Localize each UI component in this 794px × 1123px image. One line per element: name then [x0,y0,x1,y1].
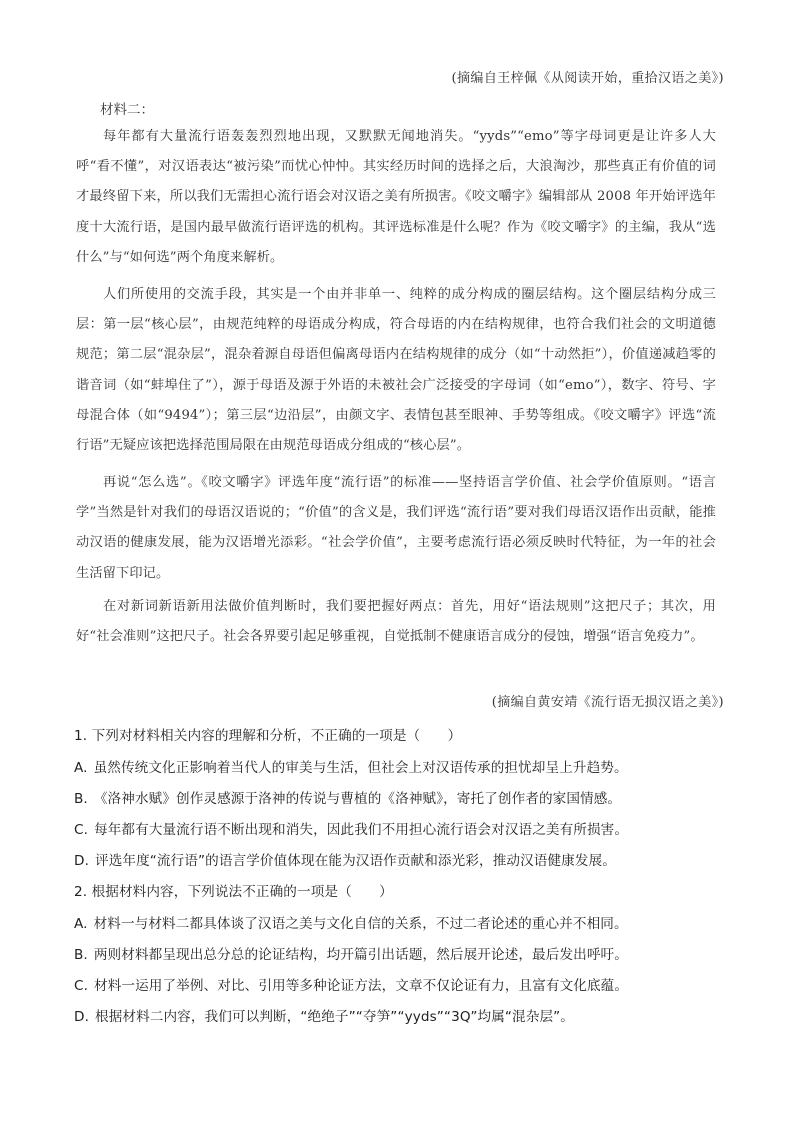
option-text: 《洛神水赋》创作灵感源于洛神的传说与曹植的《洛神赋》，寄托了创作者的家国情感。 [93,791,622,807]
option-text: 材料一运用了举例、对比、引用等多种论证方法，文章不仅论证有力，且富有文化底蕴。 [94,978,629,994]
question-1-option-a[interactable] [74,756,734,776]
material-2-paragraph-2: 人们所使用的交流手段，其实是一个由并非单一、纯粹的成分构成的圈层结构。这个圈层结构分成三层：第一层“核心层”，由规范纯粹的母语成分构成，符合母语的内在结构规律，也符合我们社会的文明道德规范；第二层“混杂层”，混杂着源自母语但偏离母语内在结构规律的成分（如“十动然拒”），价值递减趋零的谐音词（如“蚌埠住了”），源于母语及源于外语的未被社会广泛接受的字母词（如“emo”），数字、符号、字母混合体（如“9494”）；第三层“边沿层”，由颜文字、表情包甚至眼神、手势等组成。《咬文嚼字》评选“流行语”无疑应该把选择范围局限在由规范母语成分组成的“核心层”。 [76,287,716,454]
question-1-stem: 1. 下列对材料相关内容的理解和分析，不正确的一项是（ ） [74,728,462,744]
material-2-paragraph-3: 再说“怎么选”。《咬文嚼字》评选年度“流行语”的标准——坚持语言学价值、社会学价值原则。“语言学”当然是针对我们的母语汉语说的；“价值”的含义是，我们评选“流行语”要对我们母语汉语作出贡献，能推动汉语的健康发展，能为汉语增光添彩。“社会学价值”，主要考虑流行语必须反映时代特征，为一年的社会生活留下印记。 [76,475,716,581]
option-tag: B. [74,947,88,963]
source-citation-1: (摘编自王梓佩《从阅读开始，重拾汉语之美》) [451,71,724,86]
material-2-heading: 材料二： [100,102,154,118]
option-text: 评选年度“流行语”的语言学价值体现在能为汉语作贡献和添光彩，推动汉语健康发展。 [95,853,616,869]
source-citation-2: (摘编自黄安靖《流行语无损汉语之美》) [491,695,724,710]
option-tag: A. [74,760,88,776]
material-2-paragraph-4: 在对新词新语新用法做价值判断时，我们要把握好两点：首先，用好“语法规则”这把尺子；其次，用好“社会准则”这把尺子。社会各界要引起足够重视，自觉抵制不健康语言成分的侵蚀，增强“语言免疫力”。 [76,599,716,645]
question-1-option-d[interactable] [74,849,734,869]
option-tag: D. [74,853,89,869]
material-2-paragraph-1: 每年都有大量流行语轰轰烈烈地出现，又默默无闻地消失。“yyds”“emo”等字母词更是让许多人大呼“看不懂”，对汉语表达“被污染”而忧心忡忡。其实经历时间的选择之后，大浪淘沙，那些真正有价值的词才最终留下来，所以我们无需担心流行语会对汉语之美有所损害。《咬文嚼字》编辑部从 2008 年开始评选年度十大流行语，是国内最早做流行语评选的机构。其评选标准是什么呢？作为《咬文嚼字》的主编，我从“选什么”与“如何选”两个角度来解析。 [76,129,716,265]
question-2-option-d[interactable] [74,1005,734,1025]
question-2-option-a[interactable] [74,912,734,932]
option-tag: C. [74,978,89,994]
question-2-stem: 2. 根据材料内容，下列说法不正确的一项是（ ） [74,884,393,900]
option-text: 两则材料都呈现出总分总的论证结构，均开篇引出话题，然后展开论述，最后发出呼吁。 [93,947,628,963]
option-text: 每年都有大量流行语不断出现和消失，因此我们不用担心流行语会对汉语之美有所损害。 [94,822,629,838]
question-2-option-b[interactable] [74,943,734,963]
question-2-option-c[interactable] [74,974,734,994]
option-tag: C. [74,822,89,838]
option-text: 材料一与材料二都具体谈了汉语之美与文化自信的关系，不过二者论述的重心并不相同。 [93,916,628,932]
option-tag: A. [74,916,88,932]
question-1-option-c[interactable] [74,818,734,838]
option-text: 根据材料二内容，我们可以判断，“绝绝子”“夺笋”“yyds”“3Q”均属“混杂层”。 [95,1009,574,1025]
question-1-option-b[interactable] [74,787,734,807]
option-text: 虽然传统文化正影响着当代人的审美与生活，但社会上对汉语传承的担忧却呈上升趋势。 [93,760,628,776]
option-tag: D. [74,1009,89,1025]
option-tag: B. [74,791,88,807]
